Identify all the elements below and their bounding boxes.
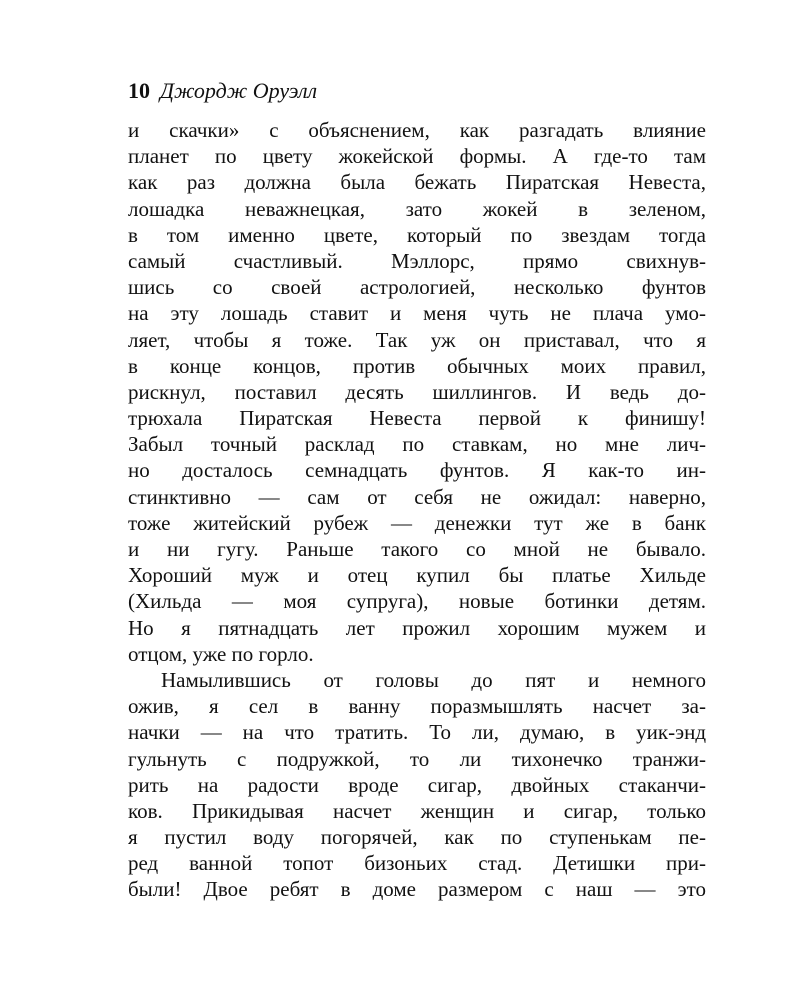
text-line: как раз должна была бежать Пиратская Невеста, bbox=[128, 170, 706, 195]
text-line: Намылившись от головы до пят и немного bbox=[161, 667, 706, 692]
text-line: трюхала Пиратская Невеста первой к финишу! bbox=[128, 406, 706, 431]
text-line: на эту лошадь ставит и меня чуть не плача умо- bbox=[128, 301, 706, 326]
text-line: рить на радости вроде сигар, двойных стаканчи- bbox=[128, 772, 706, 797]
text-line: (Хильда — моя супруга), новые ботинки детям. bbox=[128, 589, 706, 614]
text-line: планет по цвету жокейской формы. А где-то там bbox=[128, 144, 706, 169]
text-line: и скачки» с объяснением, как разгадать влияние bbox=[128, 118, 706, 142]
text-line: были! Двое ребят в доме размером с наш — это bbox=[128, 877, 706, 902]
text-line: ляет, чтобы я тоже. Так уж он приставал, что я bbox=[128, 327, 706, 352]
text-line: Забыл точный расклад по ставкам, но мне лич- bbox=[128, 432, 706, 457]
running-header bbox=[128, 78, 317, 104]
text-line: Хороший муж и отец купил бы платье Хильде bbox=[128, 563, 706, 588]
text-line: начки — на что тратить. То ли, думаю, в уик-энд bbox=[128, 720, 706, 745]
text-line: ред ванной топот бизоньих стад. Детишки при- bbox=[128, 851, 706, 876]
body-text bbox=[128, 117, 706, 903]
text-line: лошадка неважнецкая, зато жокей в зеленом, bbox=[128, 196, 706, 221]
page-number: 10 bbox=[128, 78, 150, 103]
text-line: но досталось семнадцать фунтов. Я как-то ин- bbox=[128, 458, 706, 483]
text-line: и ни гугу. Раньше такого со мной не бывало. bbox=[128, 537, 706, 561]
text-line: ожив, я сел в ванну поразмышлять насчет за- bbox=[128, 694, 706, 719]
text-line: отцом, уже по горло. bbox=[128, 641, 314, 666]
text-line: в конце концов, против обычных моих правил, bbox=[128, 353, 706, 378]
text-line: Но я пятнадцать лет прожил хорошим мужем и bbox=[128, 615, 706, 640]
text-line: самый счастливый. Мэллорс, прямо свихнув- bbox=[128, 248, 706, 273]
text-line: в том именно цвете, который по звездам тогда bbox=[128, 222, 706, 247]
text-line: я пустил воду погорячей, как по ступенькам пе- bbox=[128, 825, 706, 850]
text-line: ков. Прикидывая насчет женщин и сигар, только bbox=[128, 798, 706, 823]
text-line: гульнуть с подружкой, то ли тихонечко транжи- bbox=[128, 746, 706, 771]
running-header-title: Джордж Оруэлл bbox=[160, 78, 318, 103]
text-line: стинктивно — сам от себя не ожидал: наверно, bbox=[128, 484, 706, 509]
text-line: рискнул, поставил десять шиллингов. И ведь до- bbox=[128, 379, 706, 404]
text-line: шись со своей астрологией, несколько фунтов bbox=[128, 275, 706, 300]
text-line: тоже житейский рубеж — денежки тут же в банк bbox=[128, 510, 706, 535]
